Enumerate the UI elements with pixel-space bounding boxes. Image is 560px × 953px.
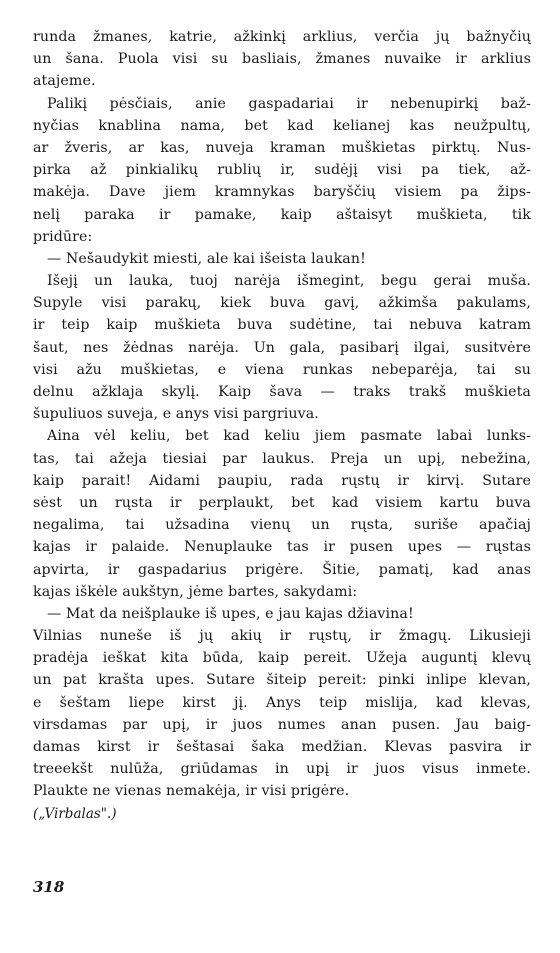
source-note: („Virbalas".) [33, 806, 117, 822]
text-line: e šeštam liepe kirst jį. Anys teip mislija, kad klevas, [33, 694, 531, 711]
text-line: Aina vėl keliu, bet kad keliu jiem pasmate labai lunks- [47, 428, 531, 445]
text-line: — Nešaudykit miesti, ale kai išeista laukan! [47, 250, 366, 267]
text-line: Palikį pėsčiais, anie gaspadariai ir nebenupirkį baž- [47, 95, 531, 112]
text-line: pirka až pinkialikų rublių ir, sudėjį visi pa tiek, až- [33, 162, 531, 179]
text-line: makėja. Dave jiem kramnykas baryščių visiem pa žips- [33, 184, 531, 201]
text-line: Išejį un lauka, tuoj narėja išmegint, begu gerai muša. [47, 273, 531, 290]
text-line: šaut, nes žėdnas narėja. Un gala, pasibarį ilgai, susitvėre [33, 339, 531, 356]
text-line: kajas iškėle aukštyn, jėme bartes, sakydami: [33, 583, 358, 600]
text-line: ar žveris, ar kas, nuveja kraman muškietas pirktų. Nus- [33, 139, 531, 156]
text-line: šupuliuos suveja, e anys visi pargriuva. [33, 406, 319, 423]
text-line: — Mat da neišplauke iš upes, e jau kajas džiavina! [47, 605, 414, 622]
text-line: un pat krašta upes. Sutare šiteip pereit: pinki inlipe klevan, [33, 672, 531, 689]
text-line: virsdamas par upį, ir juos numes anan pusen. Jau baig- [33, 716, 531, 733]
text-line: kaip parait! Aidami paupiu, rada rųstų ir kirvį. Sutare [33, 472, 531, 489]
text-line: pridūre: [33, 228, 93, 245]
text-line: nyčias knablina nama, bet kad kelianej kas neužpultų, [33, 117, 531, 134]
text-line: runda žmanes, katrie, ažkinkį arklius, verčia jų bažnyčių [33, 29, 531, 45]
text-line: sėst un rųsta ir perplaukt, bet kad visiem kartu buva [33, 494, 531, 511]
text-line: apvirta, ir gaspadarius prigėre. Šitie, pamatį, kad anas [33, 561, 531, 578]
text-line: delnu ažklaja skylį. Kaip šava — traks trakš muškieta [33, 384, 531, 400]
text-line: Supyle visi parakų, kiek buva gavį, ažkimša pakulams, [33, 295, 531, 312]
text-line: Plaukte ne vienas nemakėja, ir visi prigėre. [33, 783, 350, 800]
text-line: pradėja ieškat kita būda, kaip pereit. Užeja auguntį klevų [33, 650, 531, 667]
text-line: negalima, tai užsadina vienų un rųsta, suriše apačiaj [33, 517, 531, 534]
text-line: nelį paraka ir pamake, kaip aštaisyt muškieta, tik [33, 206, 531, 223]
page-number: 318 [33, 878, 65, 896]
text-line: kajas ir palaide. Nenuplauke tas ir pusen upes — rųstas [33, 539, 531, 556]
text-line: damas kirst ir šeštasai šaka medžian. Klevas pasvira ir [33, 739, 531, 755]
text-line: treeekšt nulūža, griūdamas in upį ir juos visus inmete. [33, 761, 531, 778]
text-line: tas, tai ažeja tiesiai par laukus. Preja un upį, nebežina, [33, 450, 531, 467]
text-line: un šana. Puola visi su basliais, žmanes nuvaike ir arklius [33, 51, 531, 68]
body-text [33, 26, 531, 803]
text-line: visi ažu muškietas, e viena runkas nebeparėja, tai su [33, 361, 531, 378]
text-line: Vilnias nuneše iš jų akių ir rųstų, ir žmagų. Likusieji [33, 628, 531, 645]
text-line: atajeme. [33, 73, 96, 90]
text-line: ir teip kaip muškieta buva sudėtine, tai nebuva katram [33, 317, 531, 334]
